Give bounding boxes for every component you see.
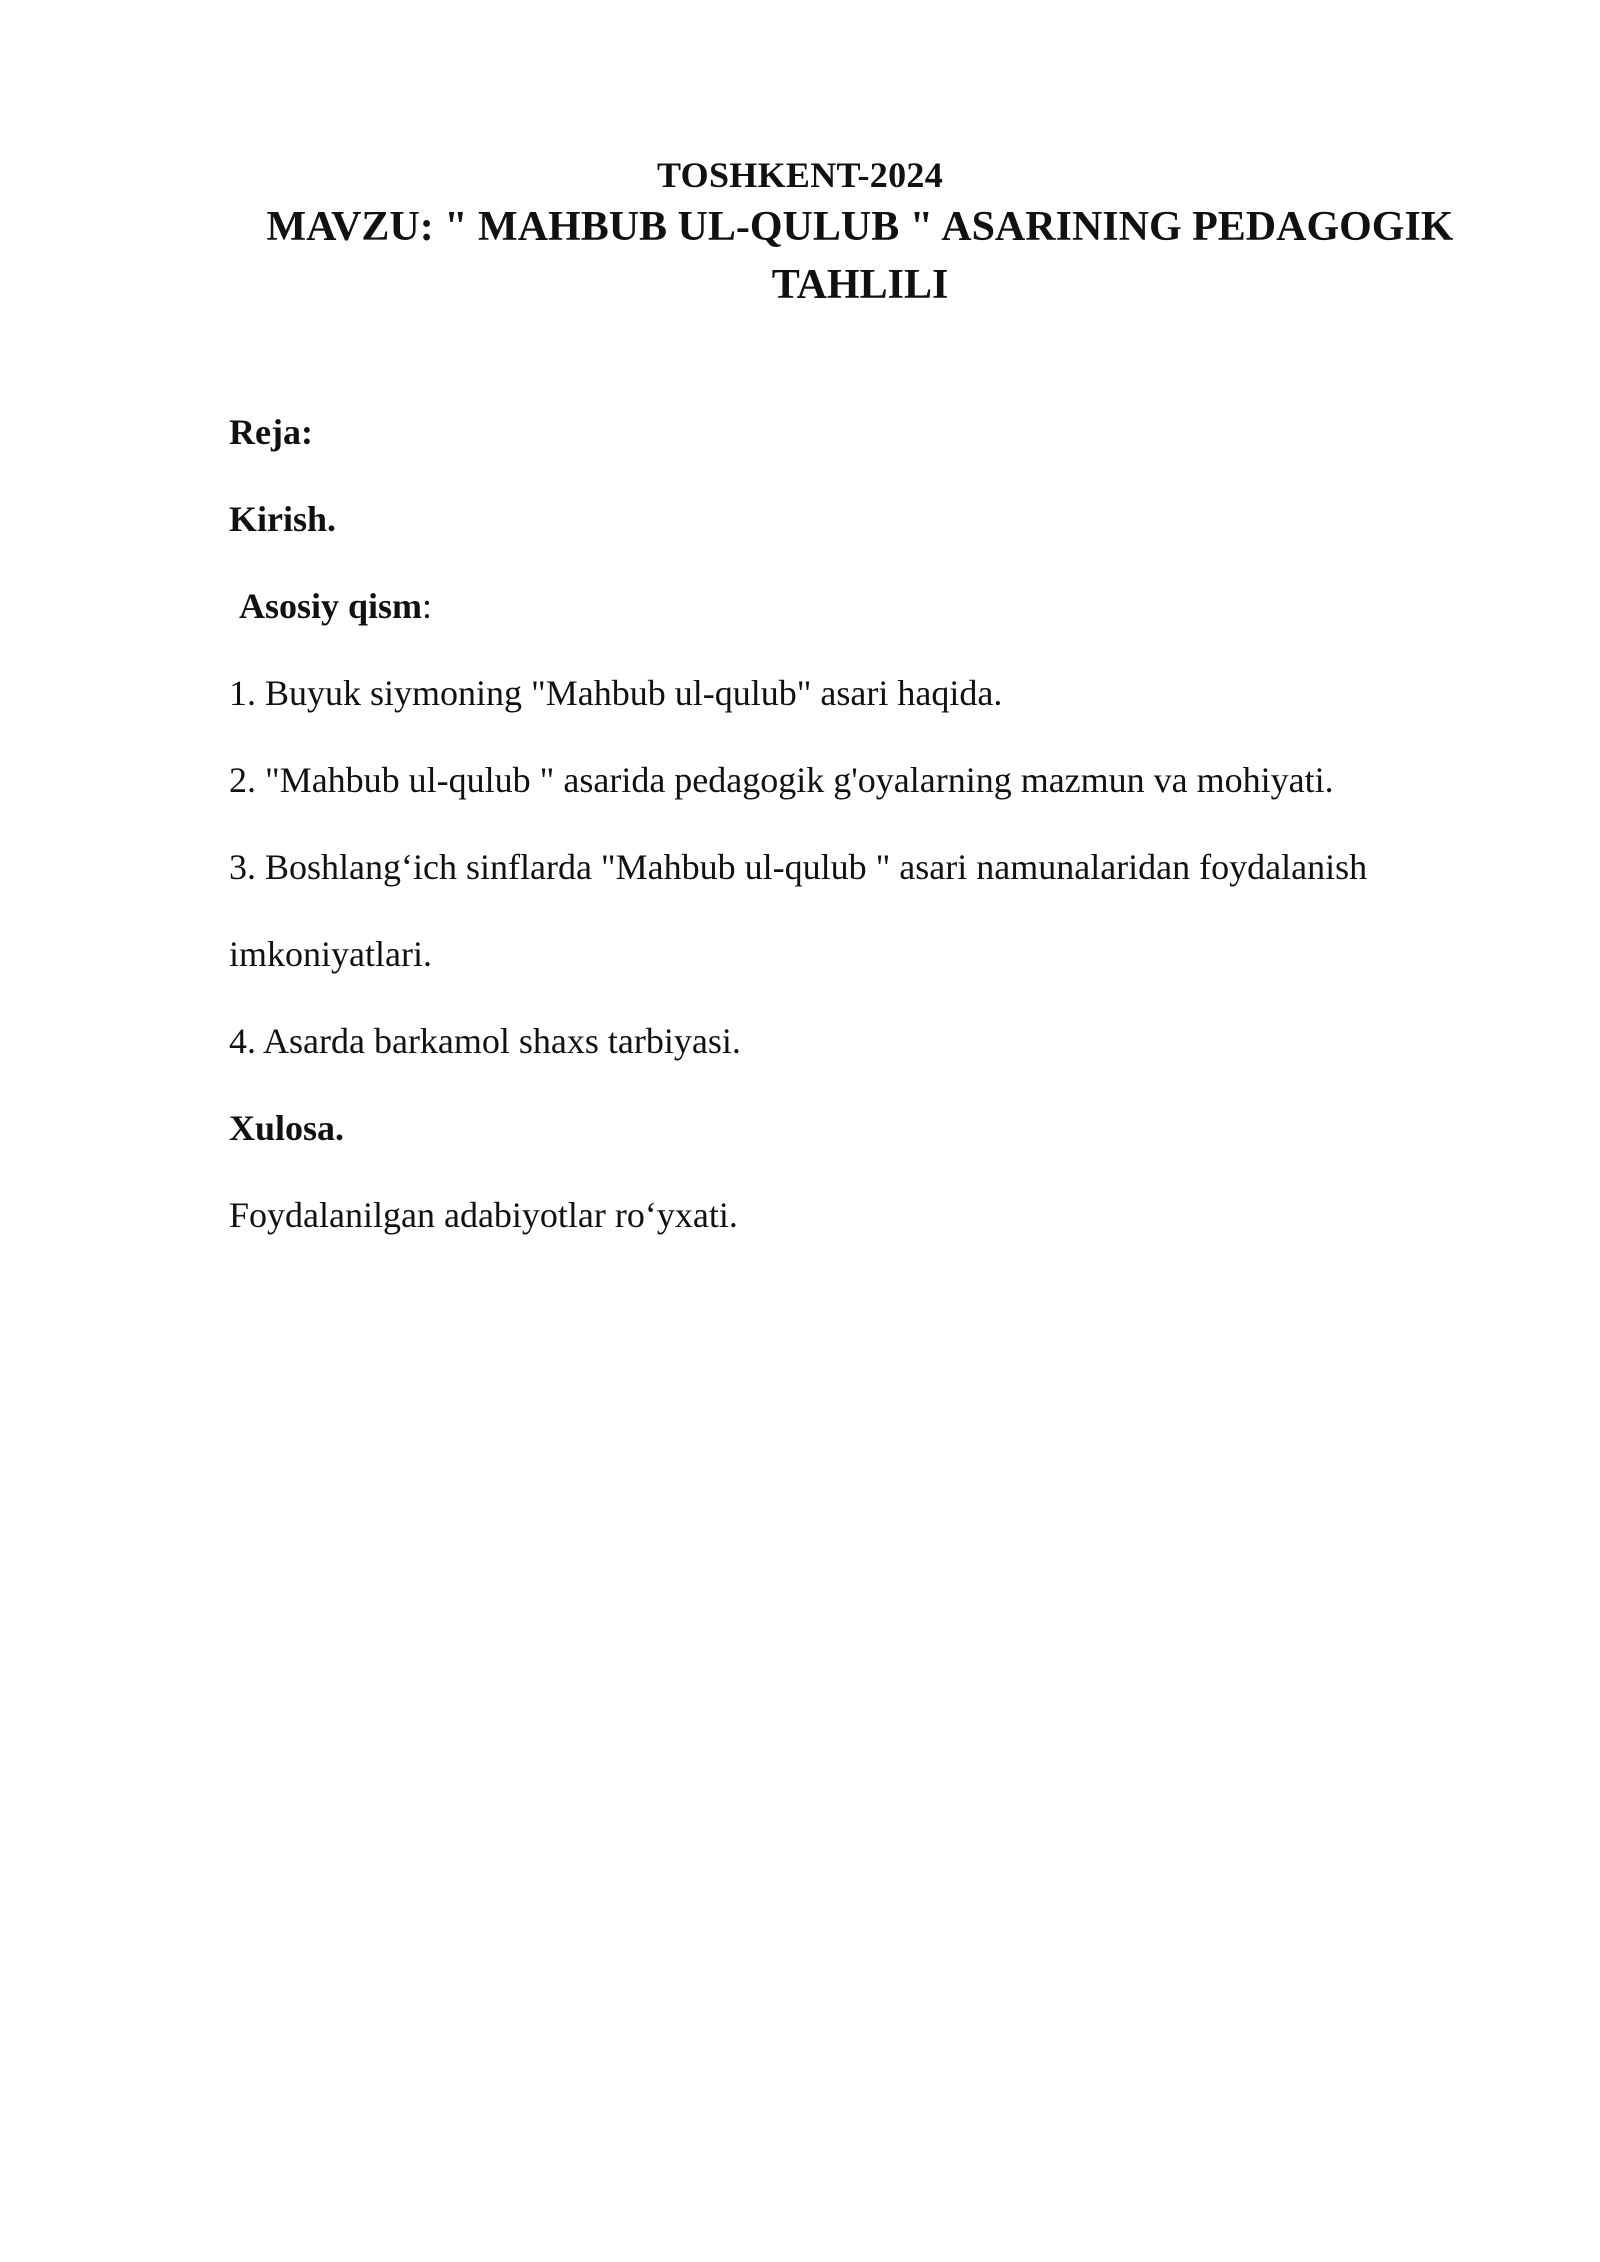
topic-title: MAVZU: " MAHBUB UL-QULUB " ASARINING PEDAGOGIK TAHLILI xyxy=(266,204,1454,308)
intro-heading: Kirish. xyxy=(229,499,337,539)
plan-heading: Reja: xyxy=(229,412,313,452)
references-line: Foydalanilgan adabiyotlar ro‘yxati. xyxy=(229,1195,738,1235)
plan-item-3-continued: imkoniyatlari. xyxy=(229,934,432,974)
main-part-colon: : xyxy=(422,586,433,626)
plan-item-4: 4. Asarda barkamol shaxs tarbiyasi. xyxy=(229,1021,741,1061)
plan-item-3: 3. Boshlang‘ich sinflarda "Mahbub ul-qulub " asari namunalaridan foydalanish xyxy=(229,847,1368,887)
main-part-heading xyxy=(239,581,432,631)
city-year-heading: TOSHKENT-2024 xyxy=(657,155,943,195)
main-part-label: Asosiy qism xyxy=(239,586,423,626)
plan-item-1: 1. Buyuk siymoning "Mahbub ul-qulub" asari haqida. xyxy=(229,673,1003,713)
plan-item-2: 2. "Mahbub ul-qulub " asarida pedagogik g'oyalarning mazmun va mohiyati. xyxy=(229,760,1334,800)
conclusion-heading: Xulosa. xyxy=(229,1108,345,1148)
